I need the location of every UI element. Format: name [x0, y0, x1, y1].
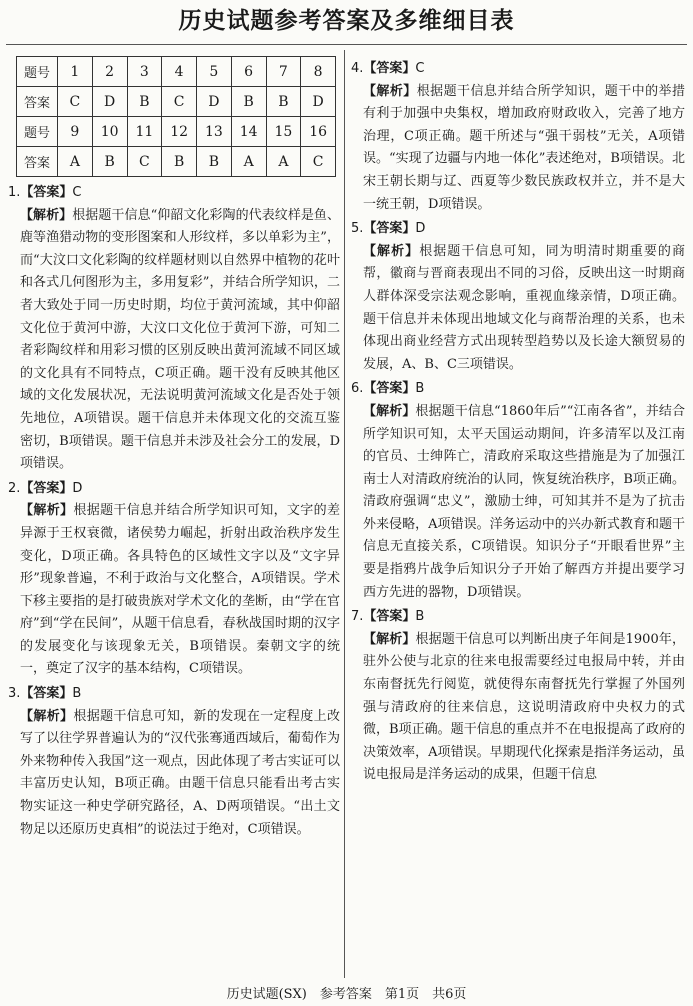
table-cell: 16 — [301, 117, 336, 147]
analysis-text: 根据题干信息可以判断出庚子年间是1900年，驻外公使与北京的往来电报需要经过电报局中转，并由东南督抚先行阅览，就使得东南督抚先行掌握了外国列强与清政府的往来信息，这说明清政府中央权力的式微，B项正确。题干信息的重点并不在电报提高了政府的决策效率，A项错误。早期现代化探索是指洋务运动，虽说电报局是洋务运动的成果，但题干信息 — [363, 631, 685, 783]
table-row — [17, 57, 336, 87]
answer-value: B — [415, 381, 425, 397]
table-cell: 13 — [197, 117, 232, 147]
answer-tag: 【答案】 — [20, 480, 73, 496]
table-cell: C — [127, 147, 162, 177]
table-cell: B — [266, 87, 301, 117]
question-number: 7. — [351, 609, 364, 625]
table-cell: C — [162, 87, 197, 117]
table-cell: B — [197, 147, 232, 177]
row-label: 题号 — [17, 117, 58, 147]
table-row — [17, 87, 336, 117]
table-cell: B — [127, 87, 162, 117]
analysis-text: 根据题干信息并结合所学知识可知，文字的差异源于王权衰微，诸侯势力崛起，折射出政治秩序发生变化，D项正确。各具特色的区域性文字以及“文字异形”现象普遍，不利于政治与文化整合，A项错误。学术下移主要指的是打破贵族对学术文化的垄断，由“学在官府”到“学在民间”，从题干信息看，春秋战国时期的汉字的发展变化与该现象无关，B项错误。秦朝文字的统一，奠定了汉字的基本结构，C项错误。 — [20, 503, 340, 677]
table-cell: B — [162, 147, 197, 177]
row-label: 答案 — [17, 87, 58, 117]
answer-value: C — [72, 185, 82, 200]
title-divider — [6, 44, 687, 45]
question-number: 1. — [8, 185, 21, 200]
table-cell: 6 — [231, 57, 266, 87]
question-number: 2. — [8, 480, 21, 496]
left-column — [8, 56, 340, 841]
analysis-text: 根据题干信息“仰韶文化彩陶的代表纹样是鱼、鹿等渔猎动物的变形图案和人形纹样，多以单彩为主”，而“大汶口文化彩陶的纹样题材则以自然界中植物的花叶和各式几何图形为主，多用复彩”，并结合所学知识，二者大致处于同一历史时期，均位于黄河流域，其中仰韶文化位于黄河中游，大汶口文化位于黄河下游，可知二者彩陶纹样和用彩习惯的区别反映出黄河流域不同区域的文化具有不同特点，C项正确。题干没有反映其他区域的文化发展状况，无法说明黄河流域文化是否处于领先地位，A项错误。题干信息并未体现文化的交流互鉴密切，B项错误。题干信息并未涉及社会分工的发展，D项错误。 — [20, 207, 340, 472]
question-entry-5 — [351, 218, 685, 376]
table-cell: B — [231, 87, 266, 117]
question-entry-1 — [8, 182, 340, 476]
answer-tag: 【答案】 — [363, 221, 416, 237]
answer-value: B — [415, 609, 425, 625]
answer-tag: 【答案】 — [363, 381, 416, 397]
analysis-tag: 【解析】 — [20, 503, 74, 519]
question-entry-4 — [351, 58, 685, 216]
table-cell: D — [301, 87, 336, 117]
table-cell: 11 — [127, 117, 162, 147]
table-cell: 4 — [162, 57, 197, 87]
table-cell: 3 — [127, 57, 162, 87]
table-cell: D — [197, 87, 232, 117]
analysis-text: 根据题干信息“1860年后”“江南各省”，并结合所学知识可知，太平天国运动期间，许多清军以及江南的官员、士绅阵亡，清政府采取这些措施是为了加强江南士人对清政府统治的认同，恢复统治秩序，B项正确。清政府强调“忠义”，激励士绅，可知其并不是为了抗击外来侵略，A项错误。洋务运动中的兴办新式教育和题干信息无直接关系，C项错误。知识分子“开眼看世界”主要是指鸦片战争后知识分子开始了解西方并提出要学习西方先进的器物，D项错误。 — [363, 403, 685, 600]
analysis-tag: 【解析】 — [363, 243, 420, 259]
page-title: 历史试题参考答案及多维细目表 — [178, 8, 515, 34]
analysis-tag: 【解析】 — [20, 708, 74, 724]
question-entry-7 — [351, 606, 685, 787]
question-number: 4. — [351, 61, 364, 76]
row-label: 题号 — [17, 57, 58, 87]
analysis-tag: 【解析】 — [20, 207, 73, 223]
question-number: 6. — [351, 381, 364, 397]
analysis-text: 根据题干信息并结合所学知识，题干中的举措有利于加强中央集权，增加政府财政收入，完善了地方治理，C项正确。题干所述与“强干弱枝”无关，A项错误。“实现了边疆与内地一体化”表述绝对，B项错误。北宋王朝长期与辽、西夏等少数民族政权并立，并不是大一统王朝，D项错误。 — [363, 83, 685, 212]
table-cell: 1 — [58, 57, 93, 87]
answer-tag: 【答案】 — [363, 61, 416, 76]
answer-value: D — [72, 480, 83, 496]
table-cell: 10 — [92, 117, 127, 147]
answer-value: B — [72, 686, 82, 702]
column-divider — [344, 50, 345, 978]
analysis-tag: 【解析】 — [363, 403, 416, 419]
table-row — [17, 117, 336, 147]
table-cell: 5 — [197, 57, 232, 87]
analysis-text: 根据题干信息可知，同为明清时期重要的商帮，徽商与晋商表现出不同的习俗，反映出这一时期商人群体深受宗法观念影响，重视血缘亲情，D项正确。题干信息并未体现出地域文化与商帮治理的关系，也未体现出商业经营方式出现转型趋势以及长途大额贸易的发展，A、B、C三项错误。 — [363, 243, 685, 372]
table-row — [17, 147, 336, 177]
table-cell: A — [266, 147, 301, 177]
table-cell: 9 — [58, 117, 93, 147]
right-column — [351, 58, 685, 787]
answer-tag: 【答案】 — [20, 185, 73, 200]
question-entry-2 — [8, 478, 340, 681]
question-entry-6 — [351, 378, 685, 604]
table-cell: A — [231, 147, 266, 177]
table-cell: D — [92, 87, 127, 117]
question-number: 5. — [351, 221, 364, 237]
page-footer: 历史试题(SX) 参考答案 第1页 共6页 — [226, 987, 467, 1002]
table-cell: 15 — [266, 117, 301, 147]
answer-table — [16, 56, 336, 177]
table-cell: 7 — [266, 57, 301, 87]
analysis-text: 根据题干信息可知，新的发现在一定程度上改写了以往学界普遍认为的“汉代张骞通西域后，葡萄作为外来物种传入我国”这一观点，因此体现了考古实证可以丰富历史认知，B项正确。由题干信息只能看出考古实物实证这一种史学研究路径，A、D两项错误。“出土文物足以还原历史真相”的说法过于绝对，C项错误。 — [20, 708, 340, 837]
question-entry-3 — [8, 683, 340, 841]
answer-tag: 【答案】 — [363, 609, 416, 625]
table-cell: B — [92, 147, 127, 177]
analysis-tag: 【解析】 — [363, 83, 417, 99]
table-cell: 14 — [231, 117, 266, 147]
question-number: 3. — [8, 686, 21, 702]
analysis-tag: 【解析】 — [363, 631, 416, 647]
row-label: 答案 — [17, 147, 58, 177]
answer-tag: 【答案】 — [20, 686, 73, 702]
table-cell: 8 — [301, 57, 336, 87]
table-cell: 12 — [162, 117, 197, 147]
table-cell: A — [58, 147, 93, 177]
table-cell: C — [301, 147, 336, 177]
answer-value: C — [415, 61, 425, 76]
answer-value: D — [415, 221, 426, 237]
table-cell: 2 — [92, 57, 127, 87]
table-cell: C — [58, 87, 93, 117]
